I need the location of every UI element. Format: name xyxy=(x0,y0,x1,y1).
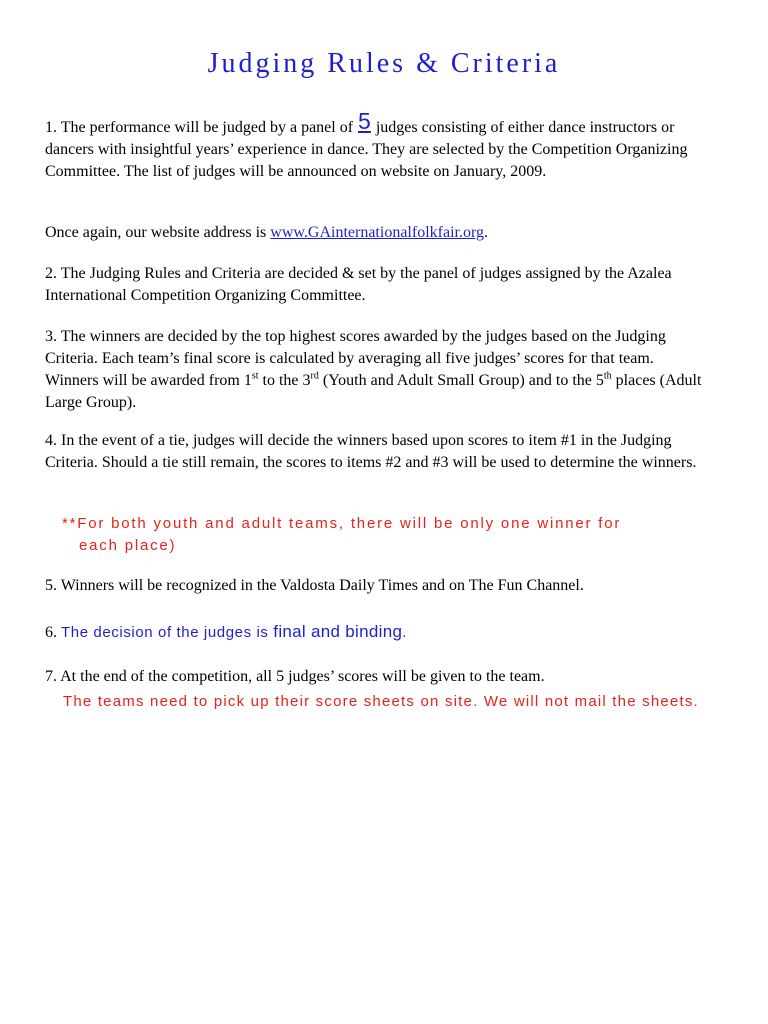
rule-7-paragraph: 7. At the end of the competition, all 5 judges’ scores will be given to the team. xyxy=(45,668,545,685)
website-link[interactable]: www.GAinternationalfolkfair.org xyxy=(270,224,484,241)
rule-3-text-d: places (Adult Large Group). xyxy=(45,372,702,411)
rule-3-paragraph xyxy=(45,326,705,414)
rule-6-number: 6. xyxy=(45,624,61,641)
page-title: Judging Rules & Criteria xyxy=(207,48,561,79)
tie-note-line-2: each place) xyxy=(79,537,177,554)
rule-3-text-c: (Youth and Adult Small Group) and to the 5 xyxy=(318,372,604,389)
rule-6-text xyxy=(61,624,407,641)
rule-6-paragraph xyxy=(45,621,705,644)
rule-5-paragraph: 5. Winners will be recognized in the Valdosta Daily Times and on The Fun Channel. xyxy=(45,577,584,594)
score-sheet-note: The teams need to pick up their score sheets on site. We will not mail the sheets. xyxy=(63,693,699,710)
rule-3-text-b: to the 3 xyxy=(258,372,311,389)
sup-th: th xyxy=(603,370,612,382)
judges-count: 5 xyxy=(358,108,371,134)
tie-note xyxy=(62,513,702,557)
website-text-a: Once again, our website address is xyxy=(45,224,267,241)
rule-6-text-a: The decision of the judges is xyxy=(61,624,274,641)
rule-3-text-a: 3. The winners are decided by the top highest scores awarded by the judges based on the Judging Criteria. Each team’s final score is calculated by averaging all five judges’ scores for that team. Winners will be awarded from 1 xyxy=(45,328,666,389)
rule-1-text-b: judges consisting of either dance instructors or dancers with insightful years’ experience in dance. They are selected by the Competition Organizing Committee. The list of judges will be announced on website on January, 2009. xyxy=(45,119,688,180)
rule-4-paragraph: 4. In the event of a tie, judges will decide the winners based upon scores to item #1 in the Judging Criteria. Should a tie still remain, the scores to items #2 and #3 will be used to determine the winners. xyxy=(45,432,697,471)
rule-6-text-c: . xyxy=(402,624,408,641)
rule-1-paragraph xyxy=(45,108,705,183)
rule-2-paragraph: 2. The Judging Rules and Criteria are decided & set by the panel of judges assigned by the Azalea International Competition Organizing Committee. xyxy=(45,265,672,304)
sup-rd: rd xyxy=(310,370,319,382)
sup-st: st xyxy=(251,370,259,382)
tie-note-line-1: **For both youth and adult teams, there will be only one winner for xyxy=(62,515,622,532)
website-text-b: . xyxy=(484,224,488,241)
rule-6-text-b: final and binding xyxy=(273,622,403,641)
rule-1-text-a: 1. The performance will be judged by a panel of xyxy=(45,119,354,136)
website-paragraph xyxy=(45,222,705,244)
